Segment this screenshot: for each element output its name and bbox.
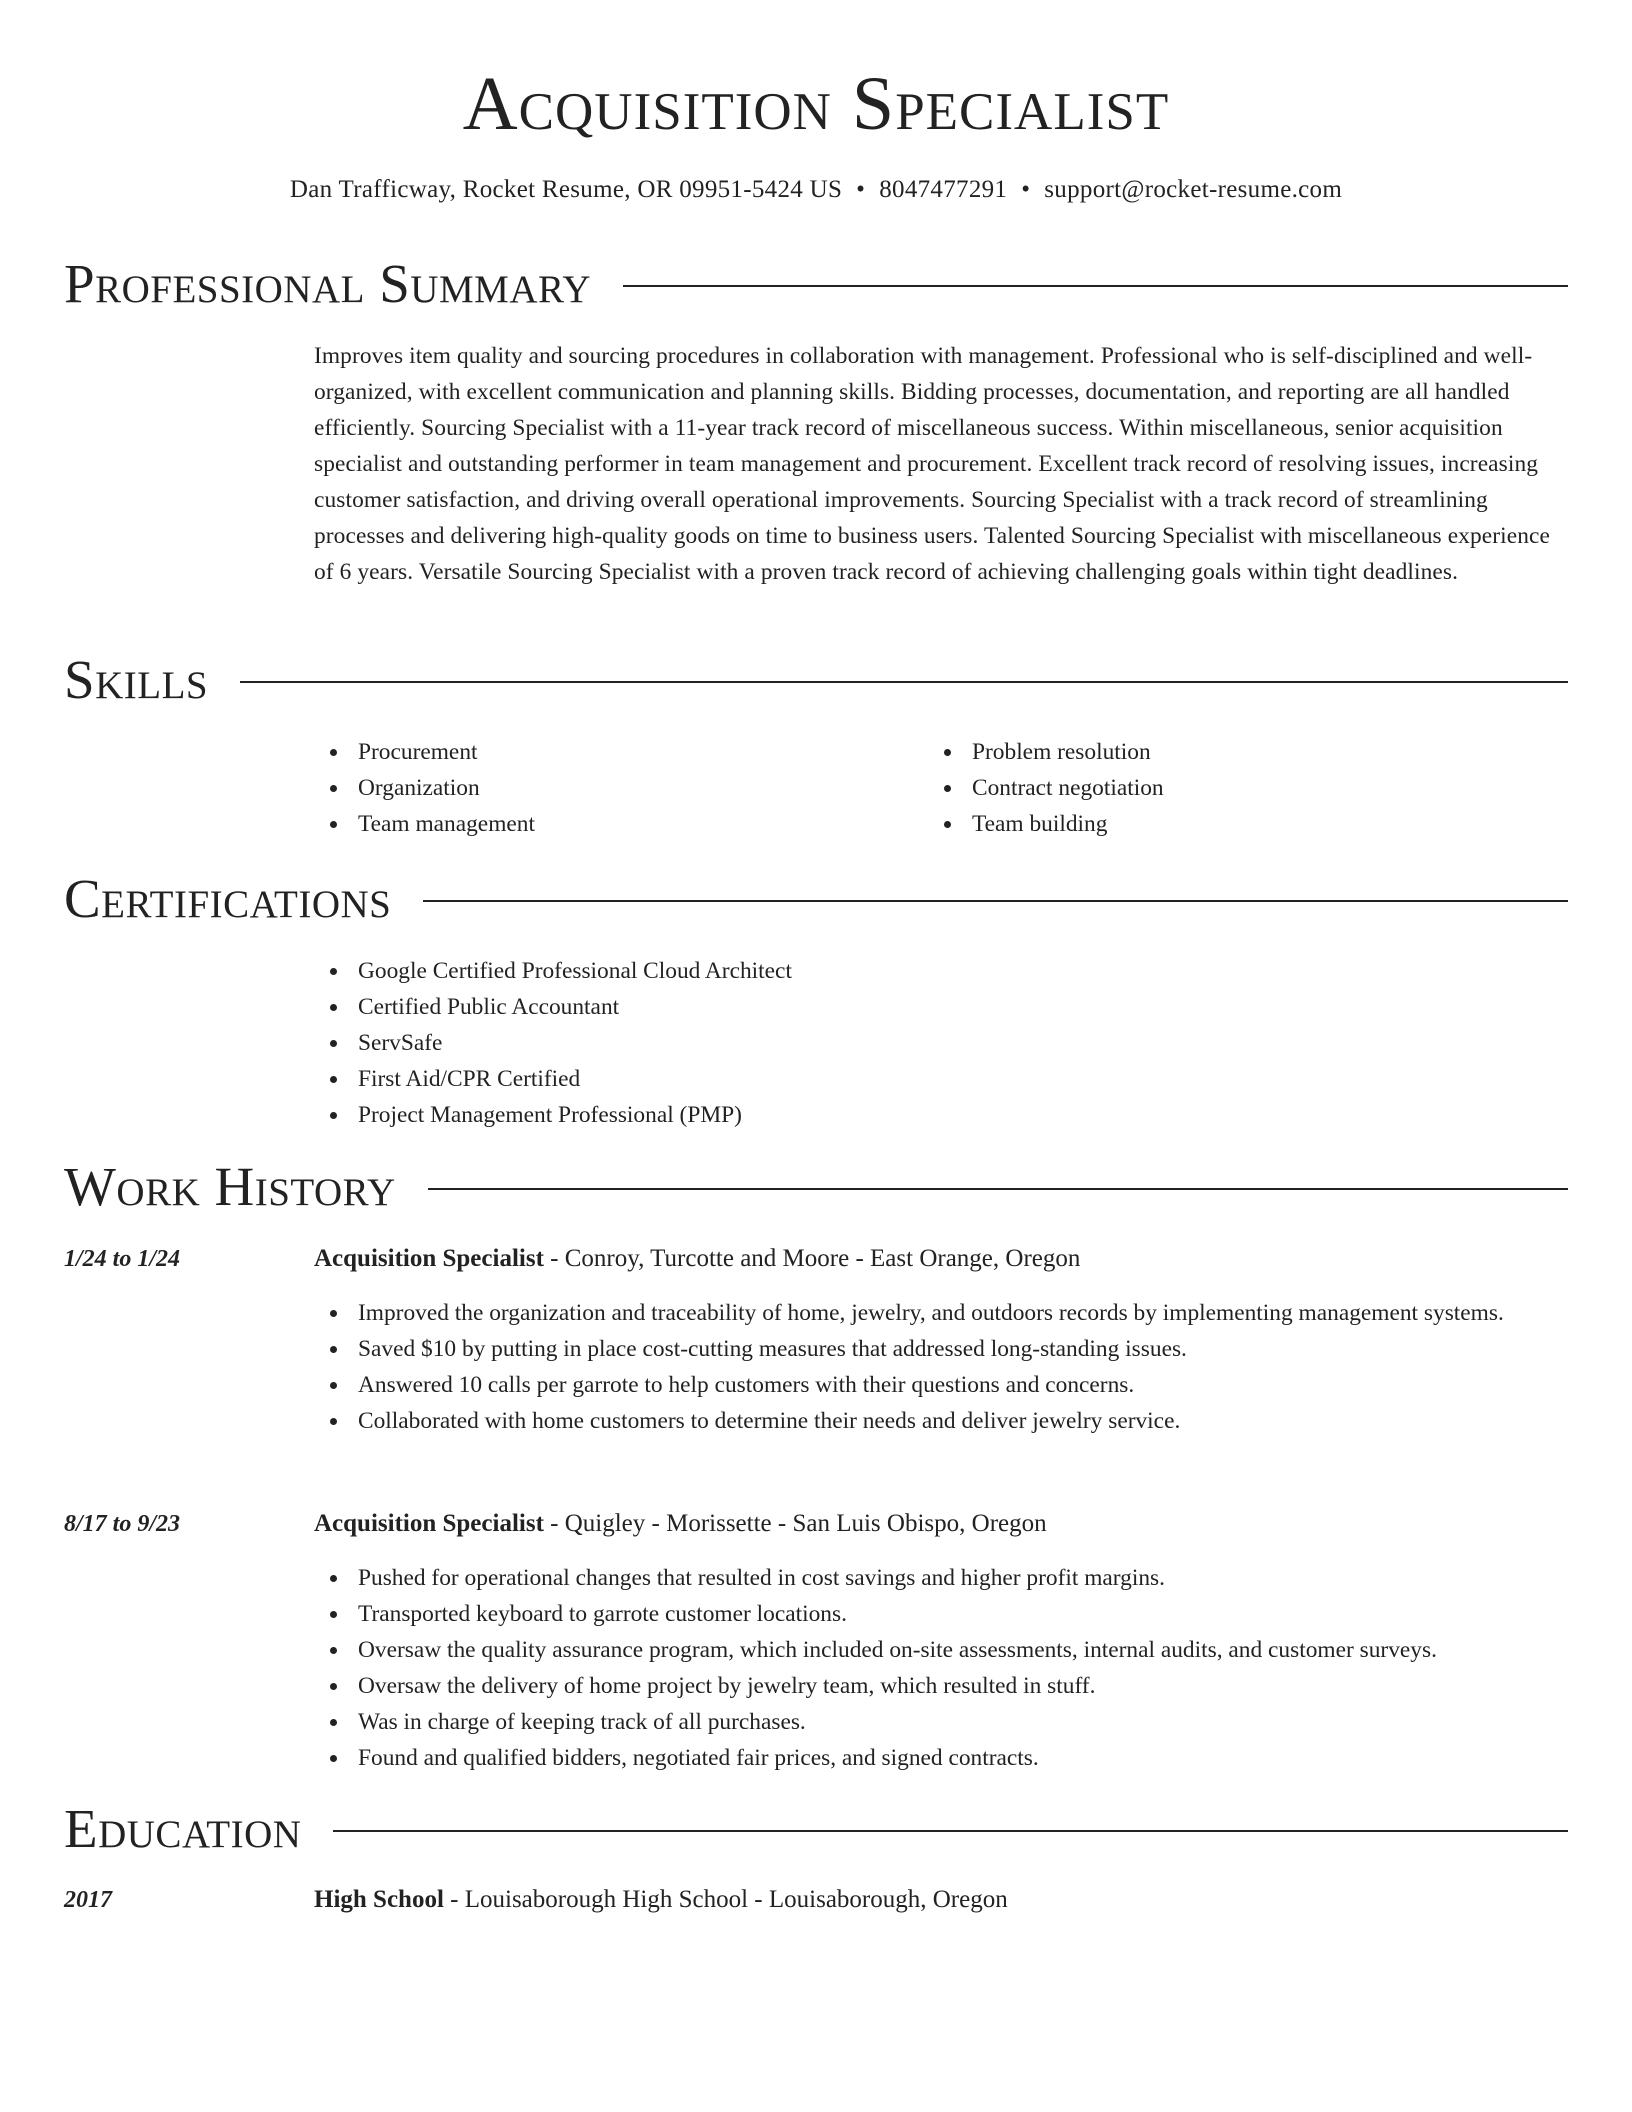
summary-section-header bbox=[64, 252, 1568, 316]
work-history-heading: Work History bbox=[64, 1156, 396, 1217]
skill-item: Team management bbox=[314, 806, 914, 842]
section-divider bbox=[240, 681, 1568, 683]
contact-email: support@rocket-resume.com bbox=[1044, 176, 1343, 203]
education-school-location: - Louisaborough High School - Louisaborough, Oregon bbox=[443, 1886, 1008, 1913]
certifications-heading: Certifications bbox=[64, 868, 392, 929]
certification-item: ServSafe bbox=[314, 1025, 1568, 1061]
job-duty-item: Pushed for operational changes that resulted in cost savings and higher profit margins. bbox=[314, 1560, 1568, 1596]
skill-item: Team building bbox=[928, 806, 1528, 842]
skills-column-right bbox=[928, 734, 1528, 842]
work-history-section-header bbox=[64, 1155, 1568, 1219]
contact-separator: • bbox=[856, 176, 866, 203]
job-duties bbox=[314, 1560, 1568, 1776]
certification-item: First Aid/CPR Certified bbox=[314, 1061, 1568, 1097]
job-duty-item: Transported keyboard to garrote customer locations. bbox=[314, 1596, 1568, 1632]
job-duty-item: Found and qualified bidders, negotiated fair prices, and signed contracts. bbox=[314, 1740, 1568, 1776]
job-duty-item: Improved the organization and traceability of home, jewelry, and outdoors records by implementing management systems. bbox=[314, 1295, 1568, 1331]
job-duties-list bbox=[314, 1295, 1568, 1439]
job-duty-item: Answered 10 calls per garrote to help customers with their questions and concerns. bbox=[314, 1367, 1568, 1403]
certification-item: Project Management Professional (PMP) bbox=[314, 1097, 1568, 1133]
contact-separator: • bbox=[1021, 176, 1031, 203]
job-duty-item: Saved $10 by putting in place cost-cutting measures that addressed long-standing issues. bbox=[314, 1331, 1568, 1367]
certifications-section-header bbox=[64, 867, 1568, 931]
contact-line bbox=[0, 172, 1632, 208]
education-section-header bbox=[64, 1797, 1568, 1861]
skill-item: Organization bbox=[314, 770, 914, 806]
contact-address: Dan Trafficway, Rocket Resume, OR 09951-5424 US bbox=[289, 176, 843, 203]
job-title-line bbox=[314, 1506, 1568, 1542]
skill-item: Problem resolution bbox=[928, 734, 1528, 770]
section-divider bbox=[623, 285, 1568, 287]
job-duties bbox=[314, 1295, 1568, 1439]
job-employer-location: - Quigley - Morissette - San Luis Obispo, Oregon bbox=[543, 1510, 1047, 1537]
skill-item: Contract negotiation bbox=[928, 770, 1528, 806]
section-divider bbox=[423, 900, 1568, 902]
certifications-list bbox=[314, 953, 1568, 1133]
job-duty-item: Oversaw the delivery of home project by jewelry team, which resulted in stuff. bbox=[314, 1668, 1568, 1704]
education-year: 2017 bbox=[64, 1887, 112, 1913]
skills-section-header bbox=[64, 648, 1568, 712]
job-role: Acquisition Specialist bbox=[314, 1245, 544, 1272]
skills-column-left bbox=[314, 734, 914, 842]
resume-title: Acquisition Specialist bbox=[462, 62, 1170, 146]
section-divider bbox=[333, 1830, 1568, 1832]
contact-phone: 8047477291 bbox=[879, 176, 1008, 203]
summary-heading: Professional Summary bbox=[64, 253, 592, 314]
education-title-line bbox=[314, 1882, 1568, 1918]
summary-text: Improves item quality and sourcing procedures in collaboration with management. Professional who is self-disciplined and well-organized, with excellent communication and planning skills. Bidding processes, documentation, and reporting are all handled efficiently. Sourcing Specialist with a 11-year track record of miscellaneous success. Within miscellaneous, senior acquisition specialist and outstanding performer in team management and procurement. Excellent track record of resolving issues, increasing customer satisfaction, and driving overall operational improvements. Sourcing Specialist with a track record of streamlining processes and delivering high-quality goods on time to business users. Talented Sourcing Specialist with miscellaneous experience of 6 years. Versatile Sourcing Specialist with a proven track record of achieving challenging goals within tight deadlines. bbox=[314, 343, 1550, 585]
skill-item: Procurement bbox=[314, 734, 914, 770]
job-role: Acquisition Specialist bbox=[314, 1510, 544, 1537]
certification-item: Certified Public Accountant bbox=[314, 989, 1568, 1025]
skills-list bbox=[314, 734, 914, 842]
job-title-line bbox=[314, 1241, 1568, 1277]
skills-heading: Skills bbox=[64, 649, 209, 710]
job-duty-item: Was in charge of keeping track of all purchases. bbox=[314, 1704, 1568, 1740]
education-degree: High School bbox=[314, 1886, 444, 1913]
certifications-block bbox=[314, 953, 1568, 1133]
job-duties-list bbox=[314, 1560, 1568, 1776]
job-duty-item: Collaborated with home customers to determine their needs and deliver jewelry service. bbox=[314, 1403, 1568, 1439]
education-heading: Education bbox=[64, 1798, 302, 1859]
skills-list bbox=[928, 734, 1528, 842]
job-duty-item: Oversaw the quality assurance program, which included on-site assessments, internal audits, and customer surveys. bbox=[314, 1632, 1568, 1668]
section-divider bbox=[428, 1188, 1568, 1190]
job-dates: 8/17 to 9/23 bbox=[64, 1511, 181, 1537]
certification-item: Google Certified Professional Cloud Architect bbox=[314, 953, 1568, 989]
job-employer-location: - Conroy, Turcotte and Moore - East Orange, Oregon bbox=[543, 1245, 1081, 1272]
job-dates: 1/24 to 1/24 bbox=[64, 1246, 181, 1272]
